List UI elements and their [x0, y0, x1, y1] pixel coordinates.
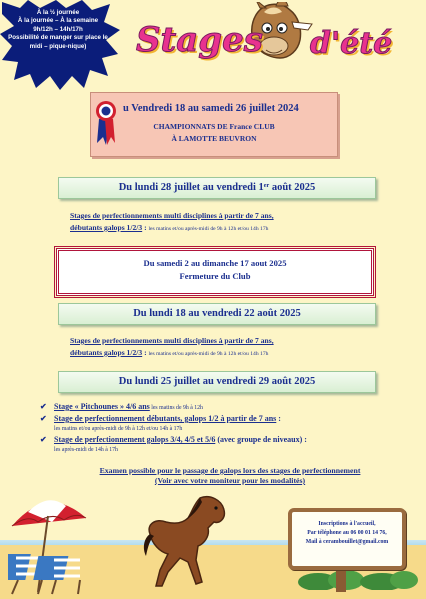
period-description [70, 335, 390, 360]
page-title [120, 0, 420, 85]
period-header: Du lundi 25 juillet au vendredi 29 août 2025 [58, 371, 376, 393]
contact-sign [288, 508, 406, 570]
title-stages: Stages [136, 20, 263, 60]
separator: : [142, 348, 149, 357]
championship-box [90, 92, 338, 157]
checkmark-icon: ✔ [40, 402, 47, 411]
running-horse-icon [140, 494, 230, 592]
beach-umbrella-icon [8, 492, 90, 596]
description-line: Stages de perfectionnements multi disciplines à partir de 7 ans, [70, 336, 274, 345]
level-label: débutants galops 1/2/3 [70, 348, 143, 357]
stage-schedule: les matins et/ou après-midi de 9h à 12h et/ou 14h à 17h [54, 426, 183, 432]
description-line [70, 222, 390, 235]
period-header: Du lundi 18 au vendredi 22 août 2025 [58, 303, 376, 325]
closing-label: Fermeture du Club [179, 271, 251, 281]
stage-suffix: (avec groupe de niveaux) : [215, 435, 307, 444]
exam-line: Examen possible pour le passage de galops lors des stages de perfectionnement [99, 466, 361, 475]
checkmark-icon: ✔ [40, 414, 47, 423]
list-item [40, 435, 410, 455]
stage-title: Stage de perfectionnement débutants, galops 1/2 à partir de 7 ans [54, 414, 277, 423]
stage-schedule: les matins de 9h à 12h [149, 405, 203, 411]
exam-line: (Voir avec votre moniteur pour les modalités) [154, 476, 306, 485]
stage-title: Stage de perfectionnement galops 3/4, 4/5 et 5/6 [54, 435, 216, 444]
list-item [40, 402, 410, 413]
checkmark-icon: ✔ [40, 435, 47, 444]
badge-line: À la journée – À la semaine [17, 17, 99, 25]
contact-line: Inscriptions à l'accueil, [318, 521, 376, 527]
level-label: débutants galops 1/2/3 [70, 223, 143, 232]
separator: : [142, 223, 149, 232]
badge-line: midi – pique-nique) [29, 42, 87, 50]
title-ete: d'été [310, 26, 393, 61]
closing-notice [56, 248, 374, 296]
exam-note [40, 466, 420, 486]
stage-schedule: les après-midi de 14h à 17h [54, 447, 118, 453]
championship-name: CHAMPIONNATS DE France CLUB [153, 122, 275, 131]
list-item [40, 414, 410, 434]
badge-line: Possibilité de manger sur place le [8, 34, 108, 42]
badge-line: À la ½ journée [36, 9, 80, 16]
description-line: Stages de perfectionnements multi disciplines à partir de 7 ans, [70, 211, 274, 220]
championship-dates: u Vendredi 18 au samedi 26 juillet 2024 [123, 103, 299, 114]
stage-title: Stage « Pitchounes » 4/6 ans [54, 402, 150, 411]
description-line [70, 347, 390, 360]
period-header: Du lundi 28 juillet au vendredi 1ᵉʳ août 2025 [58, 177, 376, 199]
badge-line: 9h/12h – 14h/17h [33, 25, 83, 33]
stage-list [40, 402, 410, 456]
championship-location: À LAMOTTE BEUVRON [171, 134, 257, 143]
schedule-text: les matins et/ou après-midi de 9h à 12h et/ou 14h 17h [148, 226, 269, 232]
period-description [70, 210, 390, 235]
contact-phone: Par téléphone au 06 00 01 14 76, [307, 530, 387, 536]
closing-dates: Du samedi 2 au dimanche 17 aout 2025 [143, 258, 287, 268]
contact-email: Mail à cerambouillet@gmail.com [305, 539, 389, 545]
badge-text [2, 9, 114, 51]
schedule-text: les matins et/ou après-midi de 9h à 12h et/ou 14h 17h [148, 351, 269, 357]
stage-suffix: : [276, 414, 281, 423]
